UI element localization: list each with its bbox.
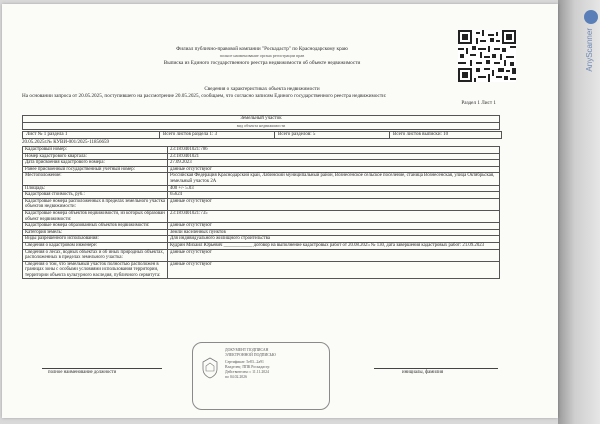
section-sheet-count: Всего листов раздела 1: 3 bbox=[160, 132, 275, 138]
stamp-line: Действителен: с 11.11.2024 bbox=[225, 370, 269, 374]
table-row bbox=[23, 147, 500, 154]
object-type-table bbox=[22, 115, 500, 130]
name-caption: инициалы, фамилия bbox=[402, 370, 444, 375]
property-value: данные отсутствуют bbox=[168, 166, 500, 173]
property-value: 23:18:0401021 bbox=[168, 153, 500, 160]
table-row bbox=[23, 166, 500, 173]
section-count: Всего разделов: 5 bbox=[275, 132, 390, 138]
property-label: Кадастровые номера образованных объектов недвижимости: bbox=[23, 223, 168, 230]
property-value: 23:18:0401021:786 bbox=[168, 147, 500, 154]
property-label: Сведения о кадастровом инженере: bbox=[23, 242, 168, 249]
property-label: Площадь: bbox=[23, 185, 168, 192]
table-row bbox=[23, 210, 500, 222]
property-label: Сведения о лесах, водных объектах и об иных природных объектах, расположенных в пределах земельного участка: bbox=[23, 249, 168, 261]
property-label: Виды разрешенного использования: bbox=[23, 236, 168, 243]
table-row bbox=[23, 153, 500, 160]
issuer-name: Филиал публично-правовой компании "Роскадастр" по Краснодарскому краю bbox=[176, 46, 348, 52]
property-label: Сведения о том, что земельный участок полностью расположен в границах зоны с особыми условиями использования территории, территории объекта культурного наследия, публичного сервитута: bbox=[23, 261, 168, 279]
property-value: 400 +/- 5.03 bbox=[168, 185, 500, 192]
position-caption: полное наименование должности bbox=[48, 370, 117, 375]
document-number: 20.05.2025г.№ КУВИ-001/2025-11856659 bbox=[22, 140, 110, 145]
property-label: Кадастровые номера объектов недвижимости, из которых образован объект недвижимости: bbox=[23, 210, 168, 222]
property-value: Кудрин Михаил Юрьевич ____________ договор на выполнение кадастровых работ от 20.08.2025 № 130, дата завершения кадастровых работ: 21.09.2023 bbox=[168, 242, 500, 249]
name-signature-line bbox=[374, 368, 498, 369]
table-row bbox=[23, 198, 500, 210]
property-label: Кадастровые номера расположенных в пределах земельного участка объектов недвижимости: bbox=[23, 198, 168, 210]
scanner-watermark bbox=[584, 10, 598, 150]
sheet-number: Лист № 1 раздела 1 bbox=[23, 132, 160, 138]
property-value: Для индивидуального жилищного строительства bbox=[168, 236, 500, 243]
property-value: 27.09.2023 bbox=[168, 160, 500, 167]
section-heading: Сведения о характеристиках объекта недвижимости bbox=[204, 86, 320, 92]
property-label: Номер кадастрового квартала: bbox=[23, 153, 168, 160]
issuer-caption: полное наименование органа регистрации прав bbox=[219, 53, 305, 58]
document-page bbox=[2, 4, 558, 418]
stamp-line: Сертификат: 5e83...2a91 bbox=[225, 360, 264, 364]
table-row bbox=[23, 236, 500, 243]
electronic-signature-stamp bbox=[192, 342, 330, 410]
section-label: Раздел 1 Лист 1 bbox=[461, 100, 496, 106]
scanner-logo-icon bbox=[584, 10, 598, 24]
property-value: данные отсутствуют bbox=[168, 198, 500, 210]
property-label: Ранее присвоенный государственный учетный номер: bbox=[23, 166, 168, 173]
table-row bbox=[23, 242, 500, 249]
emblem-icon bbox=[201, 357, 219, 379]
property-label: Кадастровый номер: bbox=[23, 147, 168, 154]
total-sheet-count: Всего листов выписки: 10 bbox=[393, 132, 449, 137]
stamp-line: ДОКУМЕНТ ПОДПИСАН bbox=[225, 348, 269, 352]
property-value: Земли населенных пунктов bbox=[168, 229, 500, 236]
property-value: 65624 bbox=[168, 192, 500, 199]
property-label: Дата присвоения кадастрового номера: bbox=[23, 160, 168, 167]
property-value: данные отсутствуют bbox=[168, 223, 500, 230]
table-row bbox=[23, 160, 500, 167]
property-label: Местоположение: bbox=[23, 173, 168, 185]
table-row bbox=[23, 192, 500, 199]
table-row bbox=[23, 185, 500, 192]
property-value: данные отсутствуют bbox=[168, 249, 500, 261]
properties-table bbox=[22, 146, 500, 279]
object-type-caption: вид объекта недвижимости bbox=[23, 123, 500, 130]
watermark-text: AnyScanner bbox=[585, 28, 594, 72]
position-signature-line bbox=[42, 368, 162, 369]
table-row bbox=[23, 249, 500, 261]
request-statement: На основании запроса от 20.05.2025, поступившего на рассмотрение 20.05.2025, сообщаем, что согласно записям Единого государственного реестра недвижимости: bbox=[22, 93, 387, 99]
stamp-line: Владелец: ППК Роскадастр bbox=[225, 365, 270, 369]
table-row bbox=[23, 261, 500, 279]
qr-code-icon bbox=[458, 30, 516, 82]
property-label: Категория земель: bbox=[23, 229, 168, 236]
table-row bbox=[23, 223, 500, 230]
object-type: Земельный участок bbox=[23, 116, 500, 123]
table-row bbox=[23, 229, 500, 236]
property-label: Кадастровая стоимость, руб.: bbox=[23, 192, 168, 199]
property-value: данные отсутствуют bbox=[168, 261, 500, 279]
property-value: 23:18:0401021:735 bbox=[168, 210, 500, 222]
document-title: Выписка из Единого государственного реестра недвижимости об объекте недвижимости bbox=[163, 60, 361, 66]
property-value: Российская Федерация Краснодарский край, Лабинский муниципальный район, Вознесенское сельское поселение, станица Вознесенская, улица Октябрьская, земельный участок 2А bbox=[168, 173, 500, 185]
table-row bbox=[23, 173, 500, 185]
stamp-line: по 04.02.2026 bbox=[225, 375, 247, 379]
stamp-line: ЭЛЕКТРОННОЙ ПОДПИСЬЮ bbox=[225, 353, 276, 357]
sheet-info-row bbox=[22, 131, 502, 139]
